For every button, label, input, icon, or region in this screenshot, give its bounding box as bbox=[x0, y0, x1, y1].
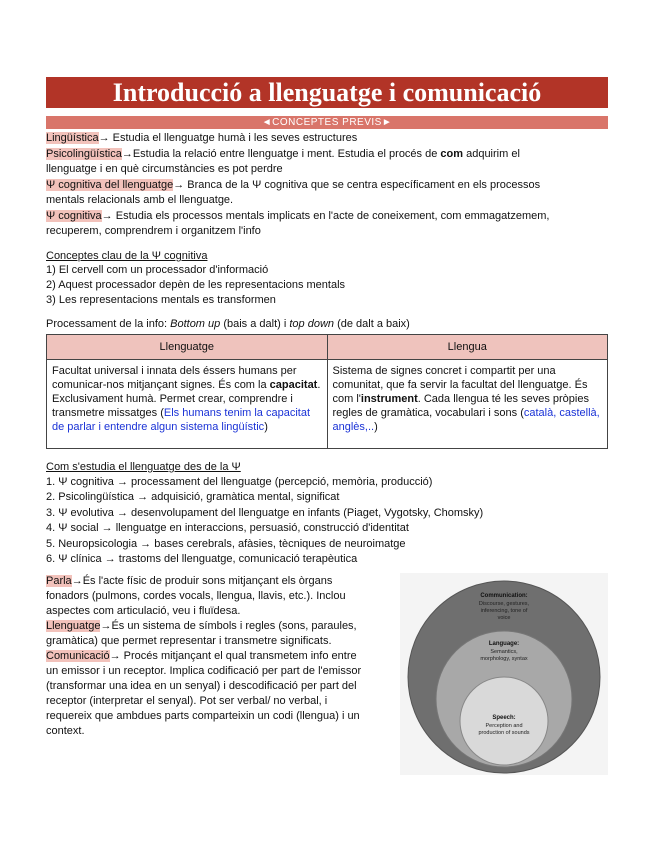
definition-psicolinguistica: Psicolingüística→Estudia la relació entre llenguatge i ment. Estudia el procés de com adquirim el bbox=[46, 148, 520, 160]
definition-parla: Parla→És l'acte físic de produir sons mitjançant els òrgans fonadors (pulmons, cordes vocals, llengua, llavis, etc.). Inclou aspectes com articulació, veu i fluïdesa. bbox=[46, 575, 346, 617]
list-item: 3. Ψ evolutiva → desenvolupament del llenguatge en infants (Piaget, Vygotsky, Chomsky) bbox=[46, 507, 484, 519]
definition-comunicacio: Comunicació→ Procés mitjançant el qual transmetem info entre un emissor i un receptor. Implica codificació per part de l'emissor (transformar una idea en un senyal) i descodificació per part del receptor (interpretar el senyal). Pot ser verbal/ no verbal, i requereix que ambdues parts comparteixin un codi (llengua) i un context. bbox=[46, 650, 362, 737]
study-heading: Com s'estudia el llenguatge des de la Ψ bbox=[46, 461, 241, 473]
term-highlight: Comunicació bbox=[46, 650, 110, 662]
communication-label: Communication: bbox=[480, 593, 528, 599]
table-cell-llengua: Sistema de signes concret i compartit per una comunitat, que fa servir la facultat del llenguatge. És com l'instrument. Cada llengua té les seves pròpies regles de gramàtica, vocabulari i sons (català, castellà, anglès,..) bbox=[327, 360, 608, 449]
list-item: 4. Ψ social → llenguatge en interaccions, persuasió, construcció d'identitat bbox=[46, 522, 409, 534]
page-title: Introducció a llenguatge i comunicació bbox=[46, 77, 608, 108]
term-highlight: Ψ cognitiva bbox=[46, 210, 102, 222]
definition-line: recuperem, comprendrem i organitzem l'info bbox=[46, 225, 261, 237]
speech-label: Speech: bbox=[492, 715, 516, 721]
term-highlight: Psicolingüística bbox=[46, 148, 122, 160]
definition-psi-cognitiva-llenguatge: Ψ cognitiva del llenguatge→ Branca de la Ψ cognitiva que se centra específicament en els processos bbox=[46, 179, 541, 191]
bottom-definitions bbox=[46, 574, 366, 739]
communication-detail: voice bbox=[497, 615, 511, 621]
term-highlight: Llenguatge bbox=[46, 620, 101, 632]
table-cell-llenguatge: Facultat universal i innata dels éssers humans per comunicar-nos mitjançant signes. És com la capacitat. Exclusivament humà. Permet crear, comprendre i transmetre missatges (Els humans tenim la capacitat de parlar i entendre algun sistema lingüístic) bbox=[47, 360, 328, 449]
definition-line: mentals relacionals amb el llenguatge. bbox=[46, 194, 234, 206]
processing-line: Processament de la info: Bottom up (bais a dalt) i top down (de dalt a baix) bbox=[46, 318, 410, 330]
list-item: 2. Psicolingüística → adquisició, gramàtica mental, significat bbox=[46, 491, 340, 503]
list-item: 1. Ψ cognitiva → processament del llenguatge (percepció, memòria, producció) bbox=[46, 476, 433, 488]
communication-detail: inferencing, tone of bbox=[480, 608, 528, 614]
term-highlight: Lingüística bbox=[46, 132, 99, 144]
definition-llenguatge: Llenguatge→És un sistema de símbols i regles (sons, paraules, gramàtica) que permet representar i transmetre significats. bbox=[46, 620, 357, 647]
term-highlight: Ψ cognitiva del llenguatge bbox=[46, 179, 174, 191]
speech-detail: Perception and bbox=[485, 723, 523, 729]
list-item: 3) Les representacions mentals es transformen bbox=[46, 294, 276, 306]
definition-linguistica: Lingüística→ Estudia el llenguatge humà i les seves estructures bbox=[46, 132, 358, 144]
list-item: 6. Ψ clínica → trastoms del llenguatge, comunicació terapèutica bbox=[46, 553, 358, 565]
list-item: 5. Neuropsicologia → bases cerebrals, afàsies, tècniques de neuroimatge bbox=[46, 538, 406, 550]
communication-detail: Discourse, gestures, bbox=[478, 601, 530, 607]
comparison-table bbox=[46, 334, 608, 449]
language-detail: morphology, syntax bbox=[480, 656, 528, 662]
example-text: Els humans tenim la capacitat de parlar i entendre algun sistema lingüístic bbox=[52, 407, 311, 433]
example-text: català, castellà, anglès,.. bbox=[332, 407, 600, 433]
key-concepts-heading: Conceptes clau de la Ψ cognitiva bbox=[46, 250, 208, 262]
speech-circle bbox=[460, 677, 548, 765]
section-banner: ◄CONCEPTES PREVIS► bbox=[46, 116, 608, 129]
table-header: Llengua bbox=[327, 335, 608, 360]
definition-line: llenguatge i en què circumstàncies es pot perdre bbox=[46, 163, 283, 175]
language-detail: Semantics, bbox=[490, 649, 518, 655]
language-label: Language: bbox=[488, 641, 520, 647]
list-item: 2) Aquest processador depèn de les representacions mentals bbox=[46, 279, 346, 291]
communication-language-speech-diagram bbox=[400, 573, 608, 775]
term-highlight: Parla bbox=[46, 575, 72, 587]
definition-psi-cognitiva: Ψ cognitiva→ Estudia els processos mentals implicats en l'acte de coneixement, com emmagatzemem, bbox=[46, 210, 550, 222]
speech-detail: production of sounds bbox=[478, 730, 530, 736]
list-item: 1) El cervell com un processador d'informació bbox=[46, 264, 269, 276]
table-header: Llenguatge bbox=[47, 335, 328, 360]
